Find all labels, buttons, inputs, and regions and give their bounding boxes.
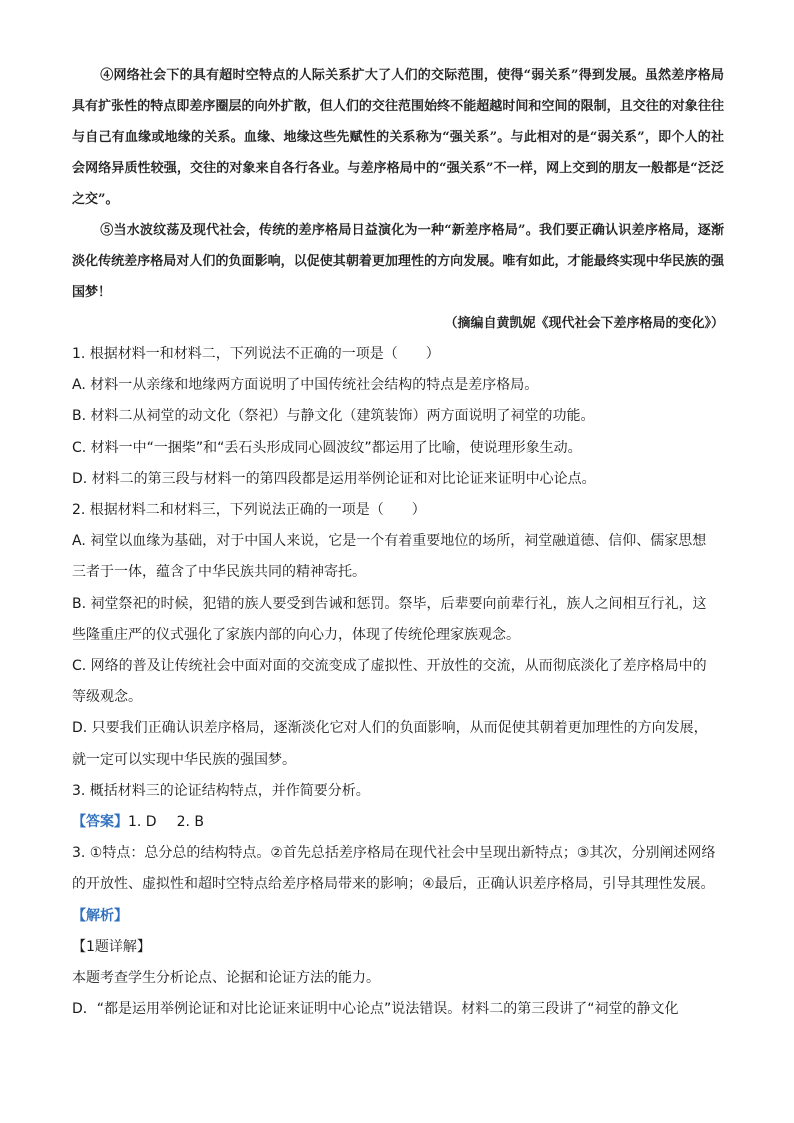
answer-3-line-1: 3. ①特点：总分总的结构特点。②首先总括差序格局在现代社会中呈现出新特点；③其次，分别阐述网络 (72, 845, 716, 862)
question-1-option-d: D. 材料二的第三段与材料一的第四段都是运用举例论证和对比论证来证明中心论点。 (72, 470, 596, 487)
question-1-stem: 1. 根据材料一和材料二，下列说法不正确的一项是（ ） (72, 346, 440, 362)
question-2-option-d-line-2: 就一定可以实现中华民族的强国梦。 (72, 751, 296, 768)
document-content (72, 60, 724, 1025)
answer-row (72, 807, 724, 838)
material3-paragraph-4 (72, 60, 724, 215)
answer-1: 1. D (128, 814, 157, 831)
question-2-option-d-line-1: D. 只要我们正确认识差序格局，逐渐淡化它对人们的负面影响，从而促使其朝着更加理性的方向发展， (72, 720, 708, 737)
material3-paragraph-5 (72, 215, 724, 308)
question-1-option-b: B. 材料二从祠堂的动文化（祭祀）与静文化（建筑装饰）两方面说明了祠堂的功能。 (72, 408, 595, 425)
question-2-option-c-line-2: 等级观念。 (72, 689, 142, 706)
question-2-option-b-line-2: 些隆重庄严的仪式强化了家族内部的向心力，体现了传统伦理家族观念。 (72, 626, 520, 643)
answer-3-line-2: 的开放性、虚拟性和超时空特点给差序格局带来的影响；④最后，正确认识差序格局，引导其理性发展。 (72, 876, 715, 893)
analysis-label: 【解析】 (72, 907, 128, 924)
question-1-option-c: C. 材料一中“一捆柴”和“丢石头形成同心圆波纹”都运用了比喻，使说理形象生动。 (72, 439, 582, 456)
material3-source: （摘编自黄凯妮《现代社会下差序格局的变化》） (444, 316, 724, 331)
material3-paragraph-4-text: ④网络社会下的具有超时空特点的人际关系扩大了人们的交际范围，使得“弱关系”得到发展。虽然差序格局具有扩张性的特点即差序圈层的向外扩散，但人们的交往范围始终不能超越时间和空间的限制，且交往的对象往往与自己有血缘或地缘的关系。血缘、地缘这些先赋性的关系称为“强关系”。与此相对的是“弱关系”，即个人的社会网络异质性较强，交往的对象来自各行各业。与差序格局中的“强关系”不一样，网上交到的朋友一般都是“泛泛之交”。 (72, 68, 724, 207)
analysis-subhead: 【1题详解】 (72, 938, 151, 955)
question-2-option-b-line-1: B. 祠堂祭祀的时候，犯错的族人要受到告诫和惩罚。祭毕，后辈要向前辈行礼，族人之间相互行礼，这 (72, 595, 707, 612)
question-2-option-a-line-1: A. 祠堂以血缘为基础，对于中国人来说，它是一个有着重要地位的场所，祠堂融道德、信仰、儒家思想 (72, 533, 707, 550)
question-2-stem: 2. 根据材料二和材料三，下列说法正确的一项是（ ） (72, 502, 426, 519)
question-1-option-a: A. 材料一从亲缘和地缘两方面说明了中国传统社会结构的特点是差序格局。 (72, 377, 539, 394)
question-2-option-c-line-1: C. 网络的普及让传统社会中面对面的交流变成了虚拟性、开放性的交流，从而彻底淡化了差序格局中的 (72, 658, 707, 675)
material3-paragraph-5-text: ⑤当水波纹荡及现代社会，传统的差序格局日益演化为一种“新差序格局”。我们要正确认识差序格局，逐渐淡化传统差序格局对人们的负面影响，以促使其朝着更加理性的方向发展。唯有如此，才能最终实现中华民族的强国梦！ (72, 223, 724, 300)
question-3-stem: 3. 概括材料三的论证结构特点，并作简要分析。 (72, 782, 370, 799)
analysis-line-2: D．“都是运用举例论证和对比论证来证明中心论点”说法错误。材料二的第三段讲了“祠堂的静文化 (72, 1001, 679, 1018)
analysis-label-row (72, 901, 724, 932)
answer-2: 2. B (176, 814, 205, 831)
answer-label: 【答案】 (72, 814, 128, 831)
analysis-line-1: 本题考查学生分析论点、论据和论证方法的能力。 (72, 970, 380, 987)
question-2-option-a-line-2: 三者于一体，蕴含了中华民族共同的精神寄托。 (72, 564, 366, 581)
